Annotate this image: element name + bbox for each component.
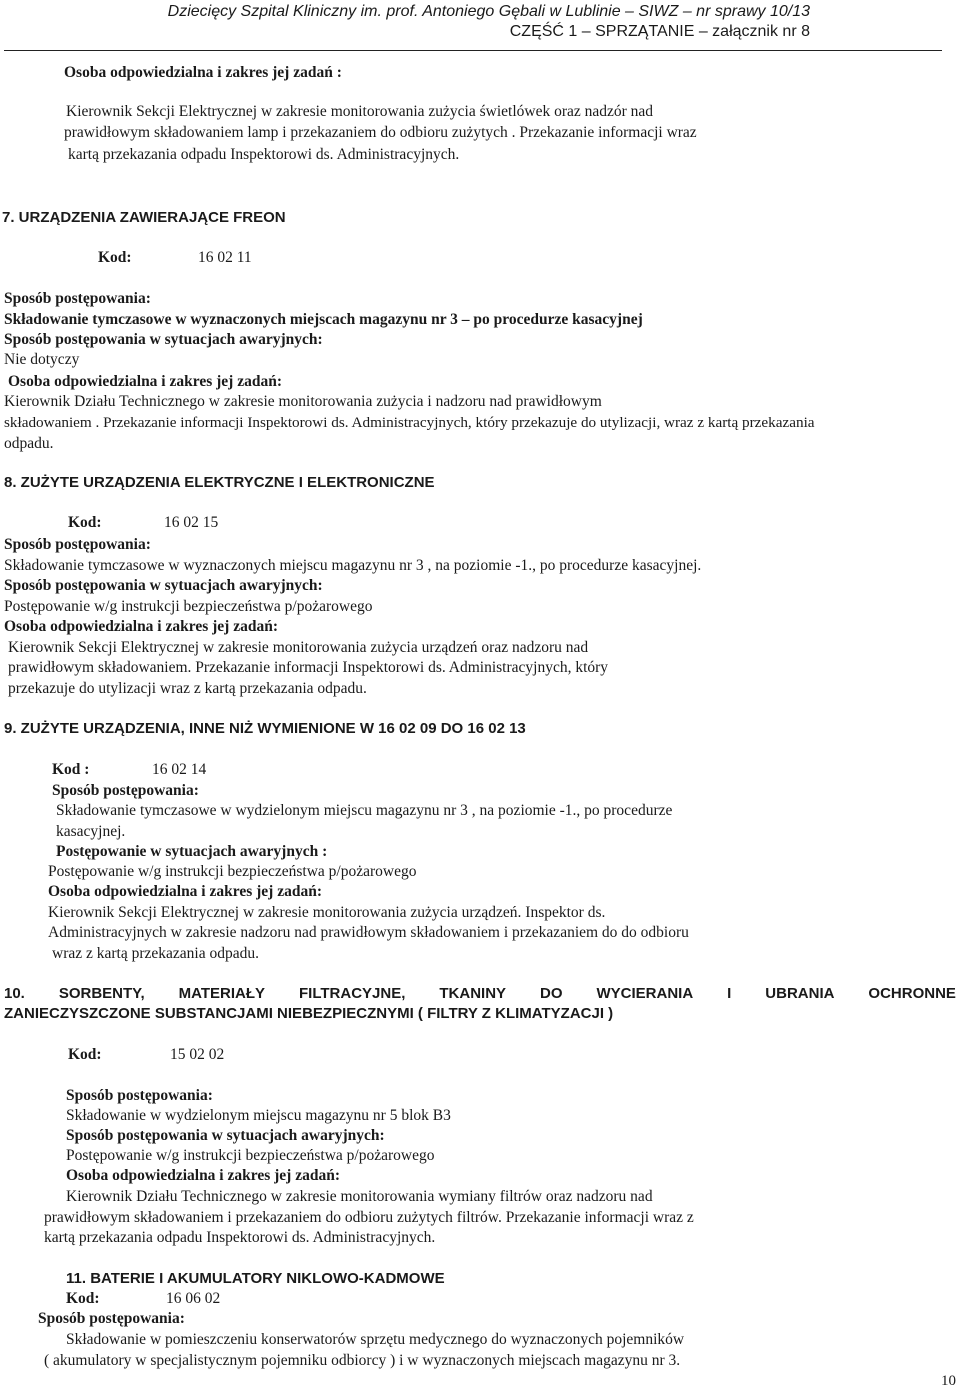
section-title-line2: ZANIECZYSZCZONE SUBSTANCJAMI NIEBEZPIECZNYMI ( FILTRY Z KLIMATYZACJI )	[4, 1005, 614, 1022]
intro-line: Kierownik Sekcji Elektrycznej w zakresie monitorowania zużycia świetlówek oraz nadzór nad	[66, 103, 654, 120]
procedure-line: ( akumulatory w specjalistycznym pojemniku odbiorcy ) i w wyznaczonych miejscach magazynu nr 3.	[44, 1352, 681, 1369]
title-word: I	[727, 985, 732, 1002]
responsible-label: Osoba odpowiedzialna i zakres jej zadań:	[48, 883, 322, 900]
emergency-label: Sposób postępowania w sytuacjach awaryjnych:	[66, 1127, 385, 1144]
intro-line: kartą przekazania odpadu Inspektorowi ds. Administracyjnych.	[68, 146, 460, 163]
kod-value: 15 02 02	[170, 1046, 225, 1063]
emergency-label: Sposób postępowania w sytuacjach awaryjnych:	[4, 577, 323, 594]
responsible-line: wraz z kartą przekazania odpadu.	[52, 945, 259, 962]
responsible-label: Osoba odpowiedzialna i zakres jej zadań:	[4, 618, 278, 635]
title-word: SORBENTY,	[58, 985, 145, 1002]
procedure-label: Sposób postępowania:	[66, 1087, 213, 1104]
kod-label: Kod:	[68, 514, 102, 531]
procedure-label: Sposób postępowania:	[4, 290, 151, 307]
kod-label: Kod:	[66, 1290, 100, 1307]
responsible-label: Osoba odpowiedzialna i zakres jej zadań:	[66, 1167, 340, 1184]
header-institution: Dziecięcy Szpital Kliniczny im. prof. Antoniego Gębali w Lublinie – SIWZ – nr sprawy 10/13	[167, 3, 810, 20]
responsible-line: składowaniem . Przekazanie informacji Inspektorowi ds. Administracyjnych, który przekazuje do utylizacji, wraz z kartą przekazania	[4, 414, 815, 431]
title-word: 10.	[4, 985, 25, 1002]
section-title: 8. ZUŻYTE URZĄDZENIA ELEKTRYCZNE I ELEKTRONICZNE	[4, 474, 435, 491]
procedure-text: Składowanie tymczasowe w wyznaczonych miejscu magazynu nr 3 , na poziomie -1., po procedurze kasacyjnej.	[4, 557, 702, 574]
title-word: MATERIAŁY	[178, 985, 266, 1002]
title-word: UBRANIA	[765, 985, 835, 1002]
kod-label: Kod :	[52, 761, 90, 778]
emergency-text: Postępowanie w/g instrukcji bezpieczeństwa p/pożarowego	[48, 863, 417, 880]
kod-label: Kod:	[98, 249, 132, 266]
procedure-label: Sposób postępowania:	[4, 536, 151, 553]
title-word: FILTRACYJNE,	[299, 985, 406, 1002]
responsible-line: Kierownik Sekcji Elektrycznej w zakresie monitorowania zużycia urządzeń. Inspektor ds.	[48, 904, 606, 921]
page-number: 10	[941, 1373, 956, 1389]
title-word: WYCIERANIA	[596, 985, 694, 1002]
emergency-text: Postępowanie w/g instrukcji bezpieczeństwa p/pożarowego	[66, 1147, 435, 1164]
responsible-line: Kierownik Działu Technicznego w zakresie monitorowania zużycia i nadzoru nad prawidłowym	[4, 393, 602, 410]
procedure-line: Składowanie w pomieszczeniu konserwatorów sprzętu medycznego do wyznaczonych pojemników	[66, 1331, 685, 1348]
emergency-text: Nie dotyczy	[4, 351, 80, 368]
section-title-line1	[4, 984, 956, 1004]
responsible-label: Osoba odpowiedzialna i zakres jej zadań:	[8, 373, 282, 390]
kod-value: 16 06 02	[166, 1290, 221, 1307]
responsible-line: Kierownik Działu Technicznego w zakresie monitorowania wymiany filtrów oraz nadzoru nad	[66, 1188, 653, 1205]
responsible-line: przekazuje do utylizacji wraz z kartą przekazania odpadu.	[8, 680, 367, 697]
emergency-label: Sposób postępowania w sytuacjach awaryjnych:	[4, 331, 323, 348]
emergency-label: Postępowanie w sytuacjach awaryjnych :	[56, 843, 328, 860]
intro-resp-label: Osoba odpowiedzialna i zakres jej zadań :	[64, 64, 342, 81]
section-title: 9. ZUŻYTE URZĄDZENIA, INNE NIŻ WYMIENIONE W 16 02 09 DO 16 02 13	[4, 720, 526, 737]
header-part: CZĘŚĆ 1 – SPRZĄTANIE – załącznik nr 8	[509, 23, 810, 40]
section-title: 7. URZĄDZENIA ZAWIERAJĄCE FREON	[2, 209, 286, 226]
responsible-line: prawidłowym składowaniem. Przekazanie informacji Inspektorowi ds. Administracyjnych, który	[8, 659, 609, 676]
procedure-text: Składowanie tymczasowe w wyznaczonych miejscach magazynu nr 3 – po procedurze kasacyjnej	[4, 311, 643, 328]
intro-line: prawidłowym składowaniem lamp i przekazaniem do odbioru zużytych . Przekazanie informacji wraz	[64, 124, 697, 141]
page-header	[168, 2, 810, 42]
title-word: TKANINY	[439, 985, 507, 1002]
procedure-text: Składowanie w wydzielonym miejscu magazynu nr 5 blok B3	[66, 1107, 451, 1124]
kod-value: 16 02 14	[152, 761, 207, 778]
kod-value: 16 02 15	[164, 514, 219, 531]
responsible-line: Kierownik Sekcji Elektrycznej w zakresie monitorowania zużycia urządzeń oraz nadzoru nad	[8, 639, 589, 656]
kod-value: 16 02 11	[198, 249, 252, 266]
title-word: OCHRONNE	[868, 985, 956, 1002]
responsible-line: kartą przekazania odpadu Inspektorowi ds. Administracyjnych.	[44, 1229, 436, 1246]
emergency-text: Postępowanie w/g instrukcji bezpieczeństwa p/pożarowego	[4, 598, 373, 615]
procedure-line: Składowanie tymczasowe w wydzielonym miejscu magazynu nr 3 , na poziomie -1., po procedurze	[56, 802, 673, 819]
responsible-line: prawidłowym składowaniem i przekazaniem do odbioru zużytych filtrów. Przekazanie informacji wraz z	[44, 1209, 694, 1226]
kod-label: Kod:	[68, 1046, 102, 1063]
section-title: 11. BATERIE I AKUMULATORY NIKLOWO-KADMOWE	[66, 1270, 445, 1287]
procedure-label: Sposób postępowania:	[52, 782, 199, 799]
responsible-line: odpadu.	[4, 435, 54, 452]
title-word: DO	[540, 985, 563, 1002]
procedure-line: kasacyjnej.	[56, 823, 126, 840]
responsible-line: Administracyjnych w zakresie nadzoru nad prawidłowym składowaniem i przekazaniem do do odbioru	[48, 924, 689, 941]
procedure-label: Sposób postępowania:	[38, 1310, 185, 1327]
header-rule	[4, 50, 942, 51]
